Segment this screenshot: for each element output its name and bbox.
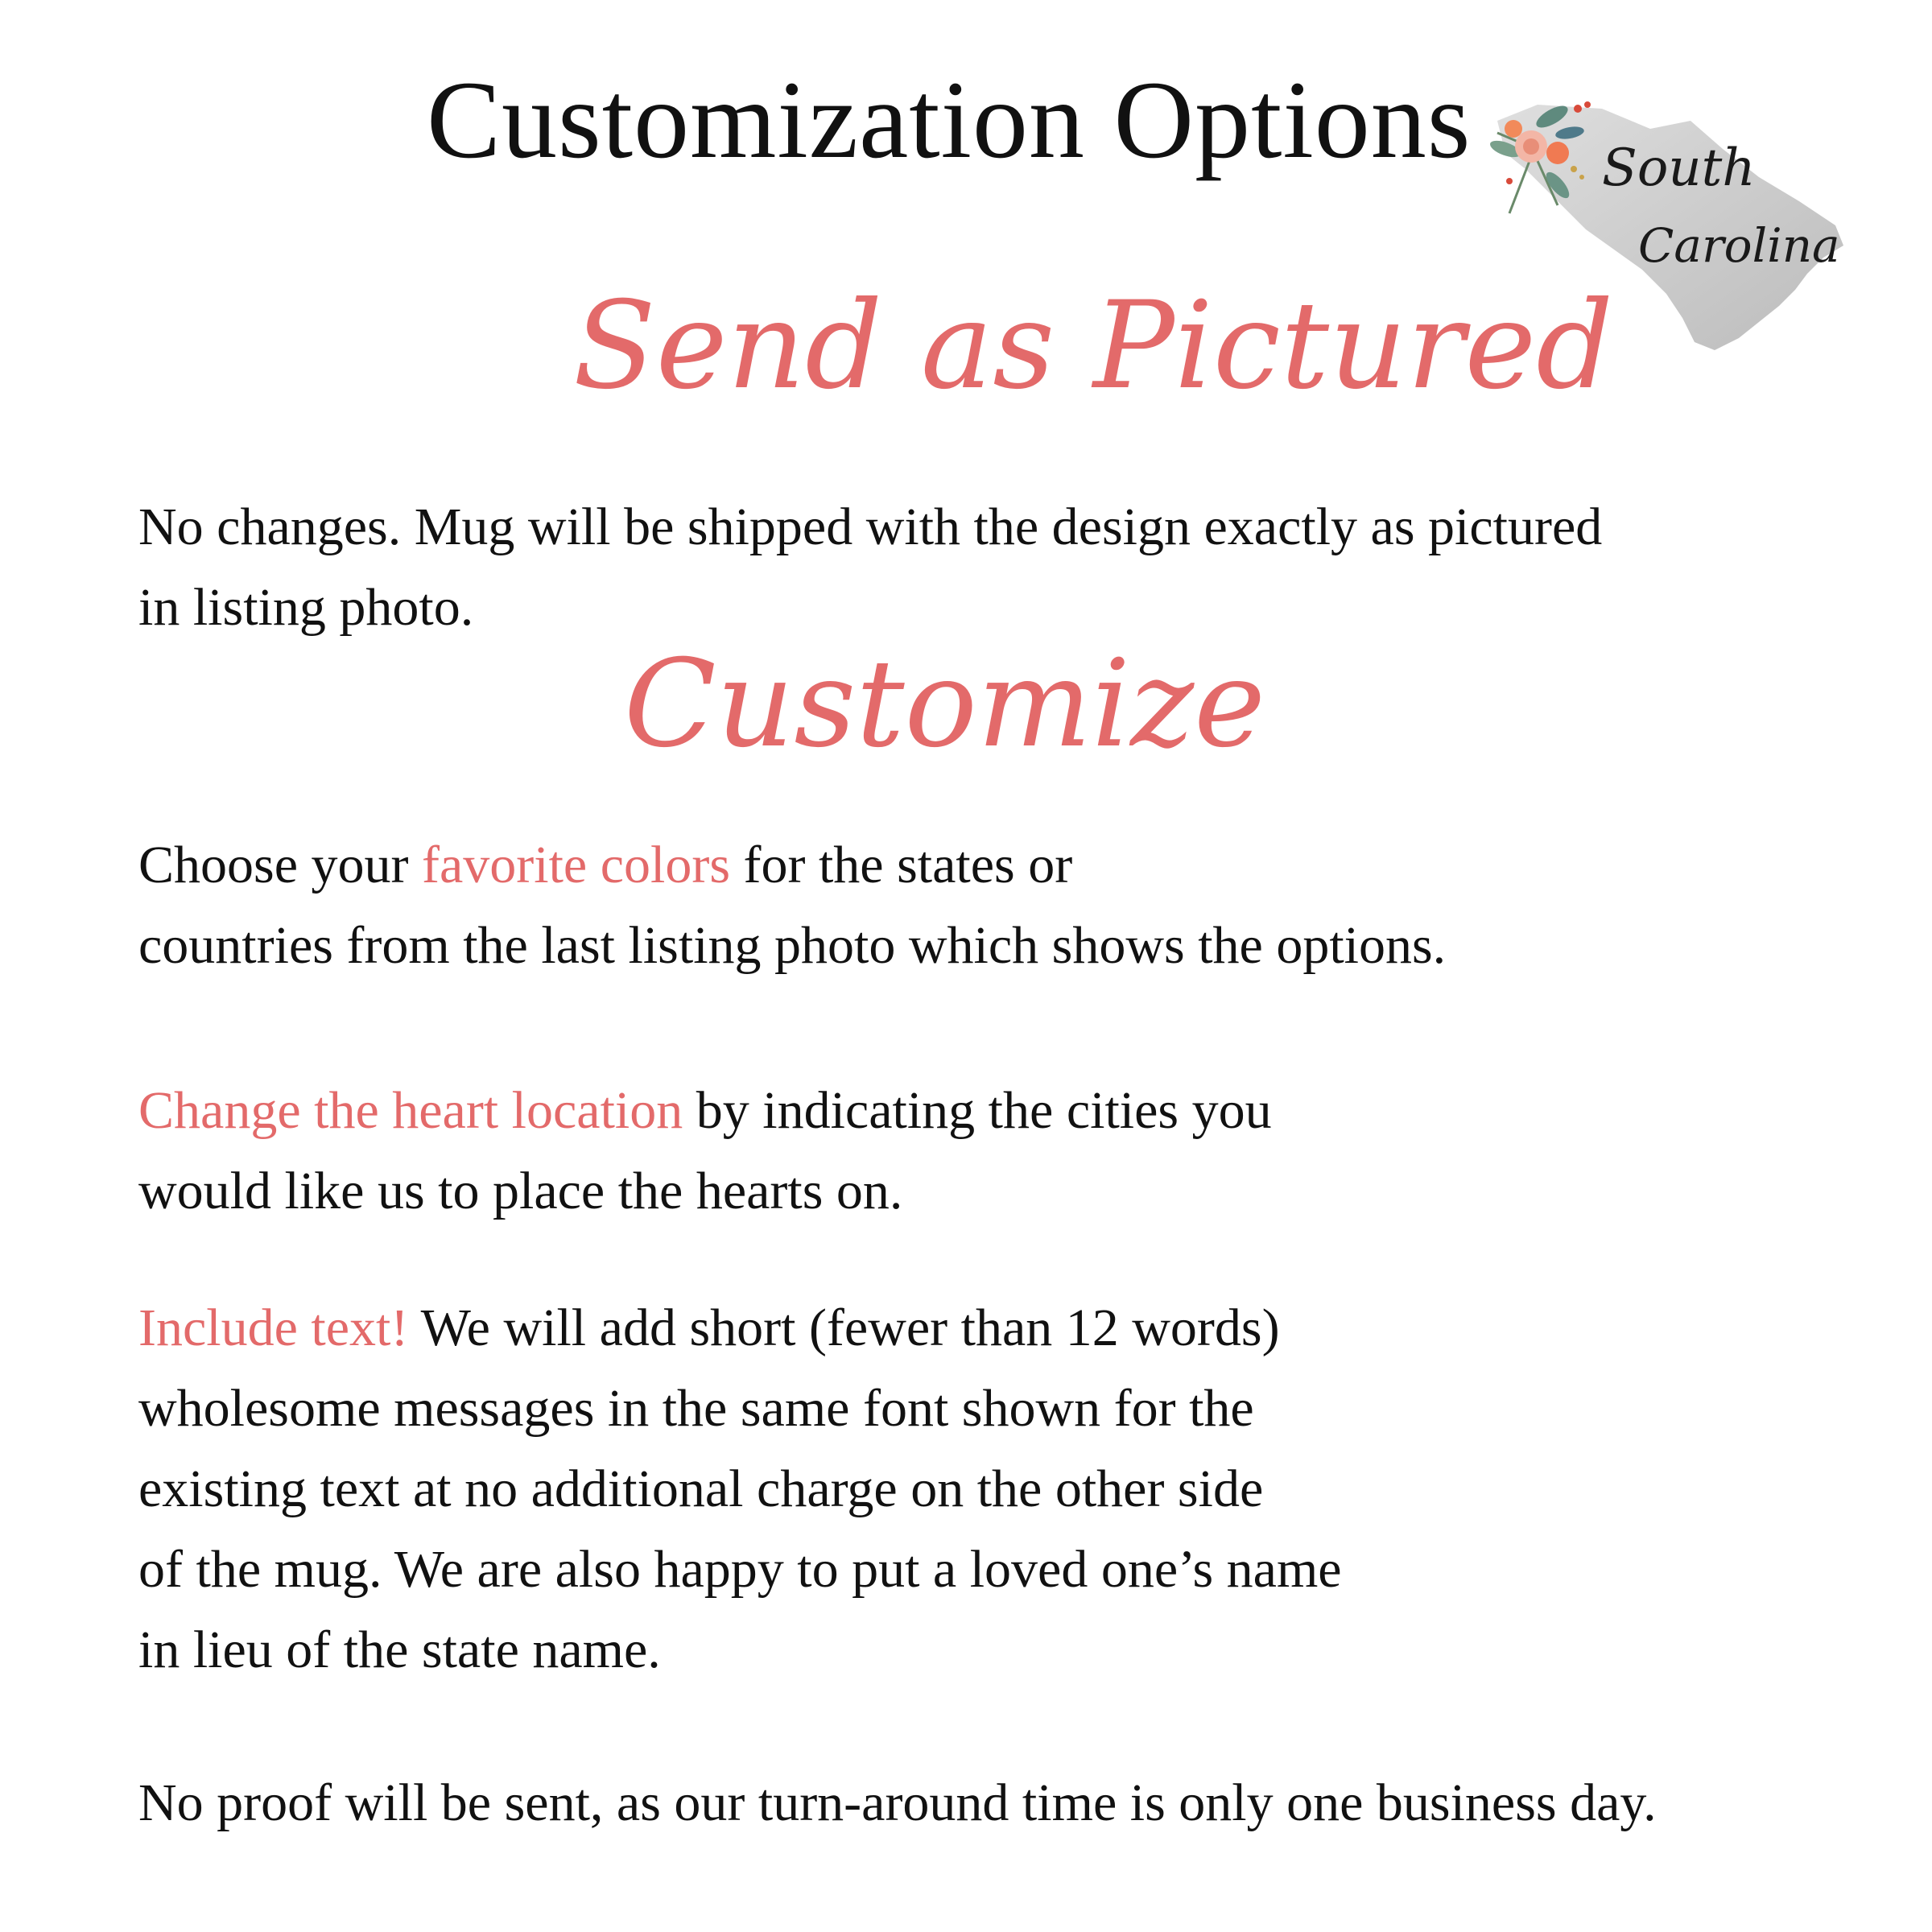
colors-rest: for the states or bbox=[730, 836, 1073, 894]
heart-location-paragraph bbox=[138, 1071, 1272, 1232]
text-line-2: wholesome messages in the same font shown for the bbox=[138, 1379, 1254, 1438]
heart-rest: by indicating the cities you bbox=[683, 1081, 1272, 1140]
logo-text-south: South bbox=[1602, 138, 1756, 198]
include-text-paragraph bbox=[138, 1288, 1342, 1690]
heart-line-2: would like us to place the hearts on. bbox=[138, 1162, 903, 1220]
favorite-colors-highlight: favorite colors bbox=[421, 836, 730, 894]
send-line-2: in listing photo. bbox=[138, 578, 474, 637]
send-as-pictured-heading: Send as Pictured bbox=[573, 276, 1614, 416]
text-line-5: in lieu of the state name. bbox=[138, 1620, 661, 1679]
send-as-pictured-description bbox=[138, 487, 1602, 648]
proof-note: No proof will be sent, as our turn-around time is only one business day. bbox=[138, 1773, 1657, 1832]
colors-line-2: countries from the last listing photo which shows the options. bbox=[138, 916, 1447, 975]
heart-location-highlight: Change the heart location bbox=[138, 1081, 683, 1140]
send-line-1: No changes. Mug will be shipped with the design exactly as pictured bbox=[138, 497, 1603, 556]
text-line-4: of the mug. We are also happy to put a loved one’s name bbox=[138, 1540, 1342, 1599]
customize-heading: Customize bbox=[624, 634, 1265, 774]
colors-lead: Choose your bbox=[138, 836, 422, 894]
text-line-3: existing text at no additional charge on the other side bbox=[138, 1459, 1264, 1518]
favorite-colors-paragraph bbox=[138, 825, 1446, 986]
logo-text-carolina: Carolina bbox=[1638, 218, 1840, 273]
include-text-highlight: Include text! bbox=[138, 1298, 409, 1357]
text-rest: We will add short (fewer than 12 words) bbox=[408, 1298, 1280, 1357]
page-title: Customization Options bbox=[427, 58, 1472, 181]
